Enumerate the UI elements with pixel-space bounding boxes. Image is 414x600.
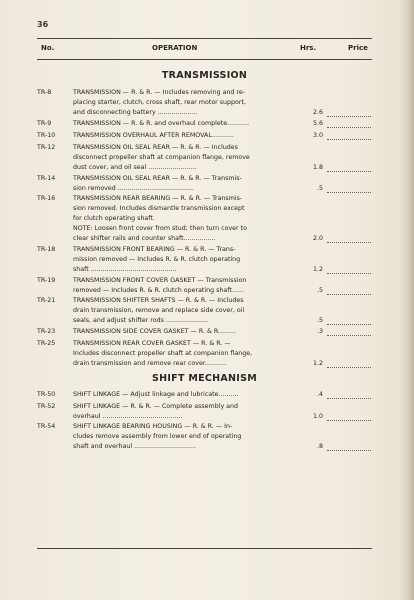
price-blank	[327, 116, 371, 117]
operation-number: TR-19	[37, 277, 56, 284]
price-blank	[327, 450, 371, 451]
operation-description	[73, 143, 305, 173]
description-line: TRANSMISSION SIDE COVER GASKET — R. & R.........	[73, 328, 237, 335]
description-line: TRANSMISSION FRONT BEARING — R. & R. — Trans-	[73, 246, 236, 253]
operation-description	[73, 276, 305, 296]
price-blank	[327, 139, 371, 140]
header-operation: OPERATION	[152, 44, 198, 52]
description-line: shaft and overhaul ...............................	[73, 443, 197, 450]
hours-value: 1.8	[312, 164, 323, 171]
description-line: SHIFT LINKAGE — R. & R. — Complete assembly and	[73, 403, 239, 410]
price-blank	[327, 420, 371, 421]
operation-number: TR-52	[37, 403, 56, 410]
price-blank	[327, 273, 371, 274]
operation-number: TR-54	[37, 423, 56, 430]
hours-value: .3	[316, 328, 323, 335]
operation-description	[73, 339, 305, 369]
description-line: placing starter, clutch, cross shaft, rear motor support,	[73, 99, 246, 106]
operation-number: TR-9	[37, 120, 52, 127]
hours-value: .4	[316, 391, 323, 398]
operation-number: TR-21	[37, 297, 56, 304]
hours-value: 3.0	[312, 132, 323, 139]
hours-value: .5	[316, 185, 323, 192]
description-line: NOTE: Loosen front cover from stud; then turn cover to	[73, 225, 247, 232]
hours-value: 5.6	[312, 120, 323, 127]
hours-value: 1.2	[312, 266, 323, 273]
operation-number: TR-50	[37, 391, 56, 398]
header-price: Price	[348, 44, 368, 52]
section-title-shift-mechanism: SHIFT MECHANISM	[151, 373, 258, 384]
hours-value: .8	[316, 443, 323, 450]
price-blank	[327, 127, 371, 128]
price-blank	[327, 171, 371, 172]
description-line: TRANSMISSION — R. & R. — Includes removing and re-	[73, 89, 246, 96]
header-hrs: Hrs.	[300, 44, 317, 52]
description-line: dust cover, and oil seal ........................	[73, 164, 197, 171]
description-line: and disconnecting battery ....................	[73, 109, 198, 116]
operation-description	[73, 194, 305, 244]
description-line: shaft ...........................................	[73, 266, 177, 273]
header-no: No.	[41, 44, 55, 52]
description-line: TRANSMISSION REAR COVER GASKET — R. & R. —	[73, 340, 231, 347]
description-line: mission removed — Includes R. & R. clutch operating	[73, 256, 241, 263]
description-line: drain transmission, remove and replace side cover, oil	[73, 307, 245, 314]
operation-description	[73, 88, 305, 118]
hours-value: 1.2	[312, 360, 323, 367]
operation-number: TR-12	[37, 144, 56, 151]
description-line: sion removed. Includes dismantle transmission except	[73, 205, 245, 212]
operation-number: TR-8	[37, 89, 52, 96]
description-line: SHIFT LINKAGE BEARING HOUSING — R. & R. — In-	[73, 423, 233, 430]
description-line: clear shifter rails and counter shaft................	[73, 235, 216, 242]
operation-number: TR-14	[37, 175, 56, 182]
page-number: 36	[37, 20, 49, 29]
price-blank	[327, 242, 371, 243]
price-blank	[327, 192, 371, 193]
operation-description	[73, 402, 305, 422]
description-line: cludes remove assembly from lower end of operating	[73, 433, 242, 440]
operation-number: TR-23	[37, 328, 56, 335]
description-line: SHIFT LINKAGE — Adjust linkage and lubricate..........	[73, 391, 239, 398]
description-line: drain transmission and remove rear cover...........	[73, 360, 227, 367]
description-line: seals, and adjust shifter rods .....................	[73, 317, 208, 324]
description-line: TRANSMISSION FRONT COVER GASKET — Transmission	[73, 277, 247, 284]
hours-value: 1.0	[312, 413, 323, 420]
description-line: TRANSMISSION REAR BEARING — R. & R. — Transmis-	[73, 195, 243, 202]
bottom-rule	[37, 548, 372, 549]
description-line: TRANSMISSION SHIFTER SHAFTS — R. & R. — Includes	[73, 297, 244, 304]
operation-number: TR-18	[37, 246, 56, 253]
page-edge-shadow	[400, 0, 414, 600]
operation-description	[73, 390, 305, 400]
operation-description	[73, 296, 305, 326]
description-line: disconnect propeller shaft at companion flange, remove	[73, 154, 250, 161]
description-line: removed — Includes R. & R. clutch operating shaft......	[73, 287, 244, 294]
description-line: TRANSMISSION OIL SEAL REAR — R. & R. — Includes	[73, 144, 238, 151]
price-blank	[327, 324, 371, 325]
operation-description	[73, 174, 305, 194]
price-blank	[327, 398, 371, 399]
description-line: TRANSMISSION — R. & R. and overhaul complete...........	[73, 120, 250, 127]
table-header	[37, 38, 372, 60]
operation-number: TR-10	[37, 132, 56, 139]
hours-value: .5	[316, 287, 323, 294]
operation-number: TR-25	[37, 340, 56, 347]
operation-description	[73, 245, 305, 275]
description-line: Includes disconnect propeller shaft at companion flange,	[73, 350, 253, 357]
description-line: TRANSMISSION OIL SEAL REAR — R. & R. — Transmis-	[73, 175, 242, 182]
description-line: sion removed ......................................	[73, 185, 194, 192]
price-blank	[327, 367, 371, 368]
operation-description	[73, 327, 305, 337]
section-title-transmission: TRANSMISSION	[161, 70, 248, 81]
price-blank	[327, 294, 371, 295]
description-line: for clutch operating shaft.	[73, 215, 155, 222]
operation-description	[73, 422, 305, 452]
price-blank	[327, 335, 371, 336]
hours-value: 2.0	[312, 235, 323, 242]
description-line: TRANSMISSION OVERHAUL AFTER REMOVAL...........	[73, 132, 234, 139]
operation-description	[73, 119, 305, 129]
hours-value: .5	[316, 317, 323, 324]
hours-value: 2.6	[312, 109, 323, 116]
operation-description	[73, 131, 305, 141]
description-line: overhaul ........................................	[73, 413, 183, 420]
operation-number: TR-16	[37, 195, 56, 202]
